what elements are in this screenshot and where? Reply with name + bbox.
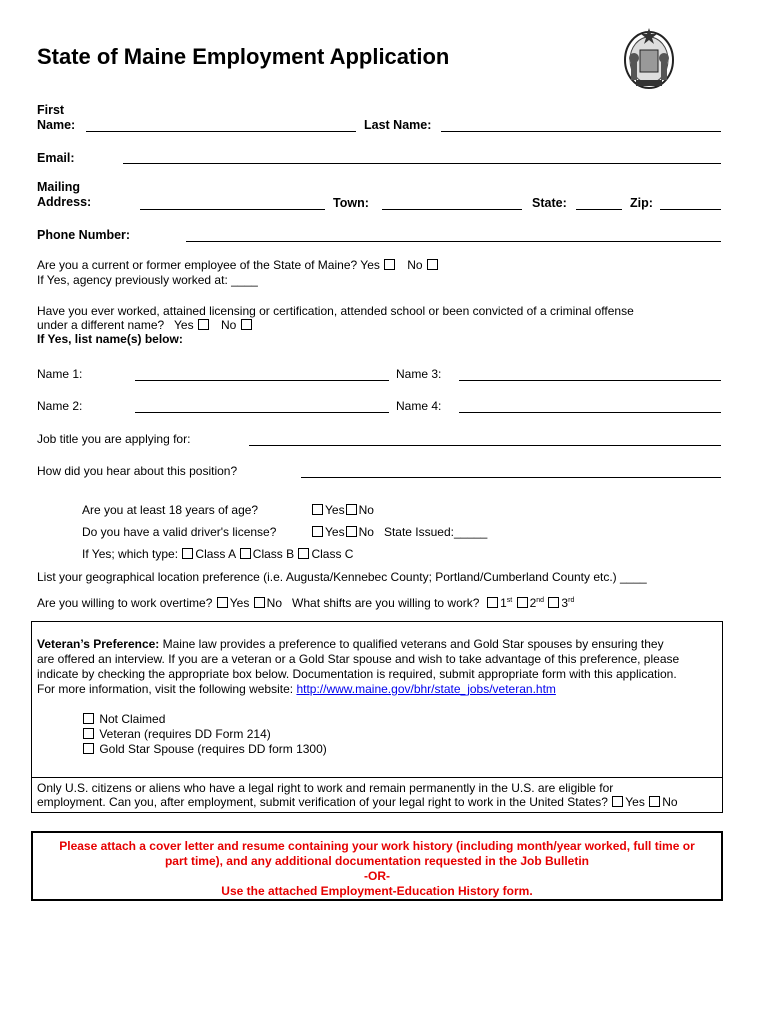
license-yes-checkbox[interactable] [312,526,323,537]
veteran-option-gold-star: Gold Star Spouse (requires DD form 1300) [82,742,327,757]
age-no-checkbox[interactable] [346,504,357,515]
employee-yes-label: Yes [360,258,380,272]
age-answers: Yes No [311,503,374,518]
heard-about-input[interactable] [301,477,721,478]
agency-previously-worked: If Yes, agency previously worked at: ____ [37,273,258,287]
age-question: Are you at least 18 years of age? [82,503,259,517]
veteran-line-3: indicate by checking the appropriate box below. Documentation is required, submit appropriate form with this application. [37,667,677,681]
veteran-info-link[interactable]: http://www.maine.gov/bhr/state_jobs/veteran.htm [296,682,556,696]
name-1-input[interactable] [135,380,389,381]
phone-input[interactable] [186,241,721,242]
name-4-input[interactable] [459,412,721,413]
page-title: State of Maine Employment Application [37,44,450,69]
other-name-question-2: under a different name? Yes No [37,318,254,333]
citizenship-line-2: employment. Can you, after employment, submit verification of your legal right to work in the United States? Yes No [37,795,678,809]
phone-label: Phone Number: [37,228,131,242]
job-title-label: Job title you are applying for: [37,432,191,446]
license-answers: Yes No State Issued:_____ [311,525,487,540]
list-names-heading: If Yes, list name(s) below: [37,332,183,346]
notice-line-1: Please attach a cover letter and resume containing your work history (including month/year worked, full time or [59,839,695,853]
zip-label: Zip: [630,196,653,210]
state-employee-question: Are you a current or former employee of the State of Maine? Yes No [37,258,440,273]
town-label: Town: [333,196,369,210]
class-a-checkbox[interactable] [182,548,193,559]
last-name-label: Last Name: [364,118,432,132]
job-title-input[interactable] [249,445,721,446]
name-1-label: Name 1: [37,367,83,381]
first-name-label: First Name: [37,103,76,132]
veteran-line-2: are offered an interview. If you are a veteran or a Gold Star spouse and wish to take advantage of this preference, please [37,652,680,666]
notice-line-4: Use the attached Employment-Education History form. [221,884,533,898]
maine-state-seal-icon [616,22,682,94]
attachment-notice-box [31,831,723,901]
employee-no-checkbox[interactable] [427,259,438,270]
veteran-line-1: Veteran’s Preference: Maine law provides a preference to qualified veterans and Gold Star spouses by ensuring they [37,637,664,651]
email-label: Email: [37,151,75,165]
employee-yes-checkbox[interactable] [384,259,395,270]
veteran-option-veteran: Veteran (requires DD Form 214) [82,727,271,742]
overtime-yes-checkbox[interactable] [217,597,228,608]
state-issued-field[interactable]: State Issued:_____ [383,525,488,539]
mailing-address-label: Mailing Address: [37,180,92,209]
gold-star-checkbox[interactable] [83,743,94,754]
license-question: Do you have a valid driver's license? [82,525,277,539]
other-name-yes-checkbox[interactable] [198,319,209,330]
other-name-yes-label: Yes [174,318,194,332]
citizen-no-checkbox[interactable] [649,796,660,807]
class-b-checkbox[interactable] [240,548,251,559]
heard-about-label: How did you hear about this position? [37,464,238,478]
age-yes-checkbox[interactable] [312,504,323,515]
employee-no-label: No [407,258,423,272]
not-claimed-checkbox[interactable] [83,713,94,724]
other-name-no-checkbox[interactable] [241,319,252,330]
geo-preference: List your geographical location preference (i.e. Augusta/Kennebec County; Portland/Cumberland County etc.) ____ [37,570,647,584]
notice-line-2: part time), and any additional documentation requested in the Job Bulletin [164,854,590,868]
last-name-input[interactable] [441,131,721,132]
veteran-line-4: For more information, visit the following website: http://www.maine.gov/bhr/state_jobs/veteran.htm [37,682,556,696]
mailing-address-input[interactable] [140,209,325,210]
veteran-checkbox[interactable] [83,728,94,739]
overtime-no-checkbox[interactable] [254,597,265,608]
name-3-input[interactable] [459,380,721,381]
shift-1-checkbox[interactable] [487,597,498,608]
license-no-checkbox[interactable] [346,526,357,537]
class-c-checkbox[interactable] [298,548,309,559]
name-3-label: Name 3: [396,367,442,381]
other-name-question: Have you ever worked, attained licensing or certification, attended school or been convicted of a criminal offense [37,304,634,318]
town-input[interactable] [382,209,522,210]
state-input[interactable] [576,209,622,210]
shift-3-checkbox[interactable] [548,597,559,608]
license-type-row: If Yes; which type: Class A Class B Class C [82,547,354,561]
overtime-row: Are you willing to work overtime? Yes No What shifts are you willing to work? 1st 2nd 3rd [37,596,575,610]
other-name-no-label: No [220,318,237,332]
veteran-option-not-claimed: Not Claimed [82,712,165,727]
email-input[interactable] [123,163,721,164]
citizen-yes-checkbox[interactable] [612,796,623,807]
shift-2-checkbox[interactable] [517,597,528,608]
name-2-input[interactable] [135,412,389,413]
zip-input[interactable] [660,209,721,210]
state-label: State: [532,196,567,210]
name-2-label: Name 2: [37,399,83,413]
name-4-label: Name 4: [396,399,442,413]
citizenship-line-1: Only U.S. citizens or aliens who have a legal right to work and remain permanently in the U.S. are eligible for [37,781,614,795]
notice-or: -OR- [364,869,390,883]
first-name-input[interactable] [86,131,356,132]
